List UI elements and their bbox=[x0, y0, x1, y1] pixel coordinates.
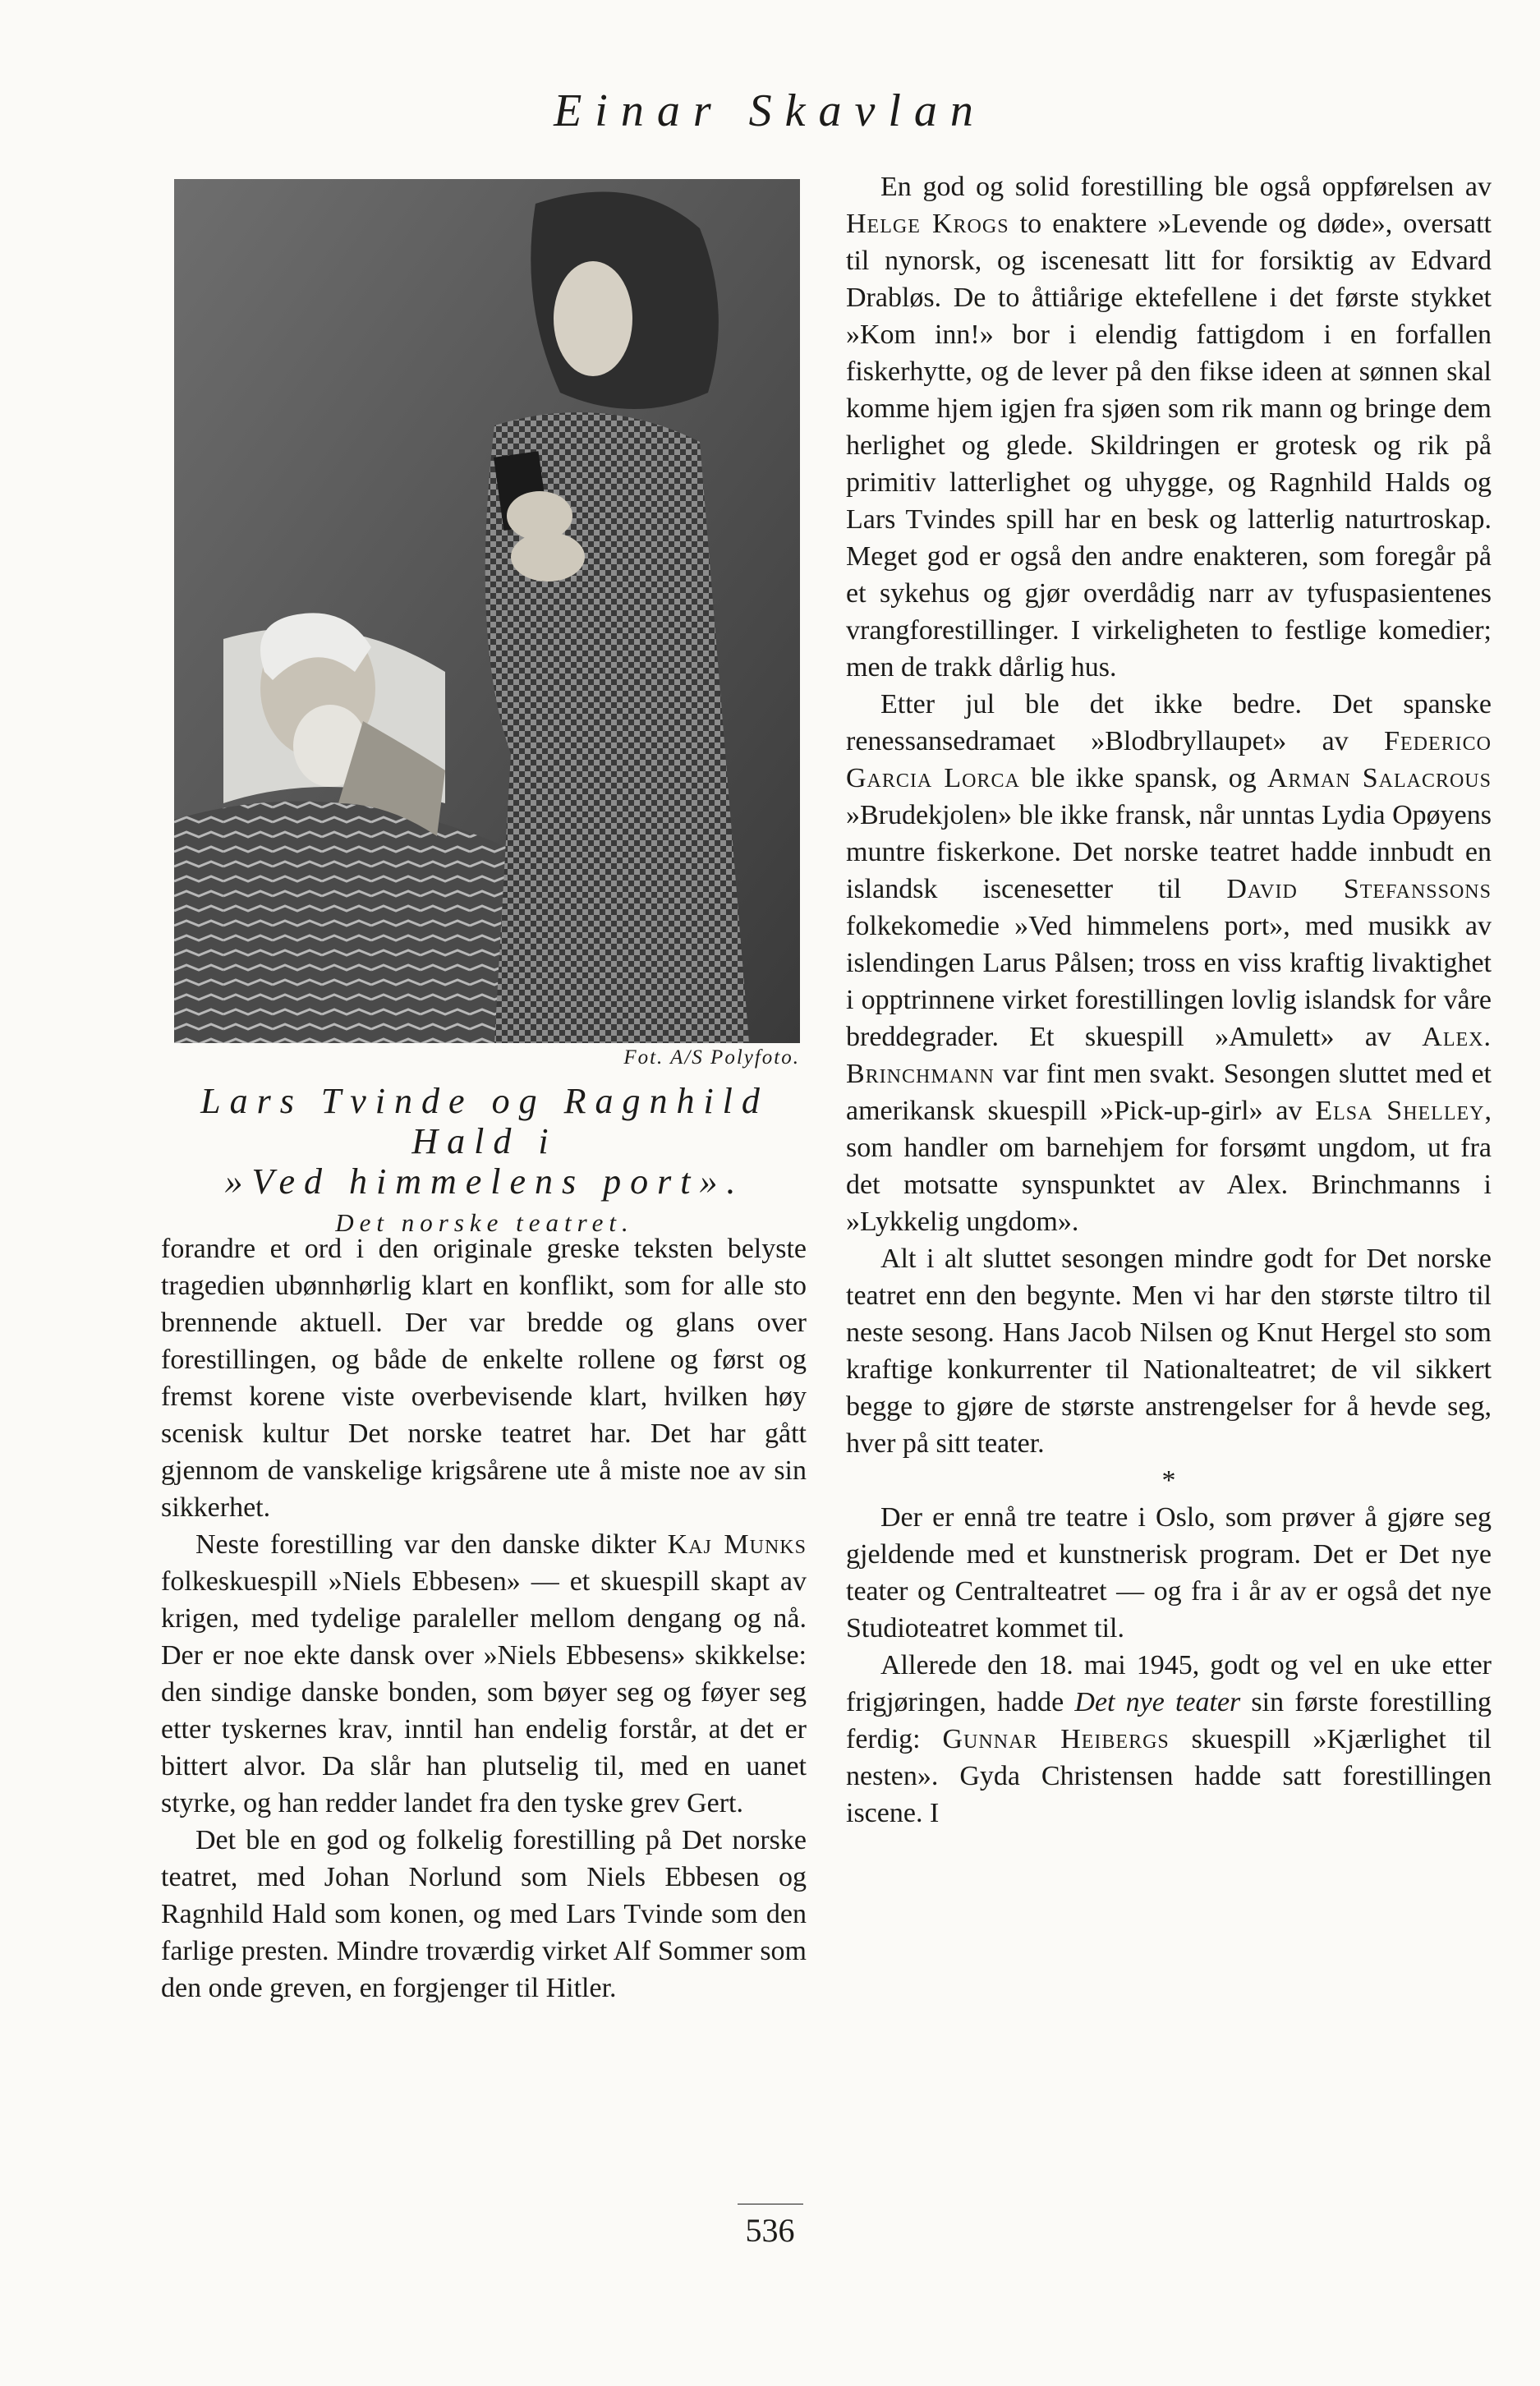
text-run: Etter jul ble det ikke bedre. Det spanske renessansedramaet »Blodbryllaupet» av bbox=[846, 689, 1492, 756]
text-run: sin første forestilling ferdig: bbox=[846, 1687, 1492, 1754]
author-name: Gunnar Heibergs bbox=[942, 1724, 1170, 1754]
right-column bbox=[846, 168, 1492, 1832]
running-header: Einar Skavlan bbox=[554, 85, 986, 136]
author-name: Elsa Shelley bbox=[1315, 1096, 1485, 1126]
text-run: folkeskuespill »Niels Ebbesen» — et skuespill skapt av krigen, med tydelige paraleller mellom dengang og nå. Der er noe ekte dansk over »Niels Ebbesens» skikkelse: den sindige danske bonden, som bøyer seg og føyer seg etter tyskernes krav, inntil han endelig forstår, at det er bittert alvor. Da slår han plutselig til, med en uanet styrke, og han redder landet fra den tyske grev Gert. bbox=[161, 1566, 807, 1818]
photo-caption bbox=[164, 1081, 805, 1241]
left-column bbox=[161, 1230, 807, 2007]
paragraph: Alt i alt sluttet sesongen mindre godt for Det norske teatret enn den begynte. Men vi har den største tiltro til neste sesong. Hans Jacob Nilsen og Knut Hergel sto som kraftige konkurrenter til Nationalteatret; de vil sikkert begge to gjøre de største anstrengelser for å hevde seg, hver på sitt teater. bbox=[846, 1244, 1492, 1459]
text-run: ble ikke spansk, og bbox=[1019, 763, 1267, 793]
photo-credit: Fot. A/S Polyfoto. bbox=[623, 1046, 800, 1069]
text-run: skuespill »Kjærlighet til nesten». Gyda Christensen hadde satt forestillingen iscene. I bbox=[846, 1724, 1492, 1828]
text-run: Neste forestilling var den danske dikter bbox=[195, 1529, 668, 1560]
paragraph bbox=[161, 1526, 807, 1822]
section-separator: * bbox=[1161, 1465, 1176, 1496]
theatre-name: Det nye teater bbox=[1074, 1687, 1241, 1717]
page-number: 536 bbox=[745, 2212, 795, 2249]
text-run: , som handler om barnehjem for forsømt ungdom, ut fra det motsatte synspunktet av Alex. Brinchmanns i »Lykkelig ungdom». bbox=[846, 1096, 1492, 1237]
text-run: var fint men svakt. Sesongen sluttet med et amerikansk skuespill »Pick-up-girl» av bbox=[846, 1059, 1492, 1126]
author-name: David Stefanssons bbox=[1226, 874, 1492, 904]
caption-theatre: Det norske teatret. bbox=[335, 1208, 634, 1237]
text-run: Allerede den 18. mai 1945, godt og vel en uke etter frigjøringen, hadde bbox=[846, 1650, 1492, 1717]
paragraph bbox=[846, 168, 1492, 686]
paragraph: Der er ennå tre teatre i Oslo, som prøver å gjøre seg gjeldende med et kunstnerisk program. Det er Det nye teater og Centralteatret — og fra i år av er også det nye Studioteatret kommet til. bbox=[846, 1502, 1492, 1644]
paragraph bbox=[846, 1647, 1492, 1832]
caption-line-2: »Ved himmelens port». bbox=[224, 1161, 745, 1202]
text-run: »Brudekjolen» ble ikke fransk, når unntas Lydia Opøyens muntre fiskerkone. Det norske teatret hadde innbudt en islandsk iscenesetter til bbox=[846, 800, 1492, 904]
caption-line-1: Lars Tvinde og Ragnhild Hald i bbox=[200, 1081, 769, 1161]
author-name: Arman Salacrous bbox=[1266, 763, 1492, 793]
author-name: Federico Garcia Lorca bbox=[846, 726, 1492, 793]
author-name: Kaj Munks bbox=[667, 1529, 807, 1560]
paragraph: forandre et ord i den originale greske teksten belyste tragedien ubønnhørlig klart en konflikt, som for alle sto brennende aktuell. Der var bredde og glans over forestillingen, og både de enkelte rollene og først og fremst korene viste overbevisende klart, hvilken høy scenisk kultur Det norske teatret har. Det har gått gjennom de vanskelige krigsårene ute å miste noe av sin sikkerhet. bbox=[161, 1234, 807, 1523]
author-name: Alex. Brinchmann bbox=[846, 1022, 1492, 1089]
text-run: folkekomedie »Ved himmelens port», med musikk av islendingen Larus Pålsen; tross en viss kraftig livaktighet i opptrinnene virket forestillingen lovlig islandsk for våre breddegrader. Et skuespill »Amulett» av bbox=[846, 911, 1492, 1052]
production-photo bbox=[174, 179, 800, 1043]
paragraph bbox=[846, 686, 1492, 1240]
author-name: Helge Krogs bbox=[846, 209, 1009, 239]
text-run: En god og solid forestilling ble også oppførelsen av bbox=[880, 172, 1492, 202]
paragraph: Det ble en god og folkelig forestilling på Det norske teatret, med Johan Norlund som Niels Ebbesen og Ragnhild Hald som konen, og med Lars Tvinde som den farlige presten. Mindre troværdig virket Alf Sommer som den onde greven, en forgjenger til Hitler. bbox=[161, 1825, 807, 2003]
text-run: to enaktere »Levende og døde», oversatt til nynorsk, og iscenesatt litt for forsiktig av Edvard Drabløs. De to åttiårige ektefellene i det første stykket »Kom inn!» bor i elendig fattigdom i en forfallen fiskerhytte, og de lever på den fikse ideen at sønnen skal komme hjem igjen fra sjøen som rik mann og bringe dem herlighet og glede. Skildringen er grotesk og rik på primitiv latterlighet og uhygge, og Ragnhild Halds og Lars Tvindes spill har en besk og latterlig naturtroskap. Meget god er også den andre enakteren, som foregår på et sykehus og gjør overdådig narr av tyfuspasientenes vrangforestillinger. I virkeligheten to festlige komedier; men de trakk dårlig hus. bbox=[846, 209, 1492, 683]
